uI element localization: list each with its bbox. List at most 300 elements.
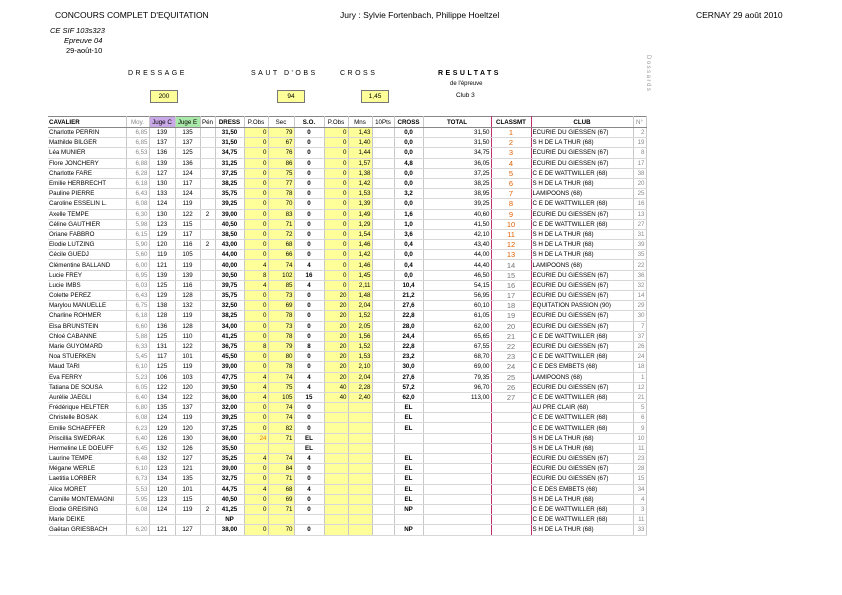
dressage-score: 34,75 [215,148,244,158]
saut-so: 4 [294,382,324,392]
penalites [200,474,215,484]
cross-pobs: 0 [324,189,348,199]
juge-c [149,515,175,525]
cross-mns [348,403,372,413]
cross-10pts [372,525,394,535]
cross-mns [348,484,372,494]
penalites [200,311,215,321]
cross-10pts [372,168,394,178]
dossard-num: 31 [633,229,646,239]
cross-pobs: 40 [324,392,348,402]
cross-mns: 2,04 [348,301,372,311]
rank [491,443,531,453]
moyenne: 6,43 [126,189,149,199]
rider-name: Mégane WERLE [48,464,126,474]
juge-e: 119 [175,199,200,209]
total-score: 96,70 [423,382,491,392]
cross-mns: 1,52 [348,311,372,321]
penalites [200,178,215,188]
dossard-num: 5 [633,403,646,413]
saut-so: 0 [294,362,324,372]
table-row [48,138,646,148]
cross-score: EL [394,413,423,423]
cross-mns: 1,56 [348,331,372,341]
cross-time-box: 1,45 [361,90,389,103]
juge-e: 137 [175,138,200,148]
rider-name: Marylou MANUELLE [48,301,126,311]
rider-name: Céline GAUTHIER [48,219,126,229]
saut-pobs: 4 [244,484,268,494]
saut-so: 0 [294,423,324,433]
total-score: 38,25 [423,178,491,188]
juge-e: 101 [175,352,200,362]
club-name: AU PRE CLAIR (68) [531,403,633,413]
rider-name: Christelle BOSAK [48,413,126,423]
cross-mns: 1,53 [348,189,372,199]
cross-heading: CROSS [340,70,378,77]
table-row [48,515,646,525]
rider-name: Maud TARI [48,362,126,372]
cross-mns [348,423,372,433]
rider-name: Camille MONTEMAGNI [48,494,126,504]
rider-name: Pauline PIERRE [48,189,126,199]
juge-e: 103 [175,372,200,382]
club-name: S H DE LA THUR (68) [531,433,633,443]
saut-so: 0 [294,352,324,362]
club-name: ECURIE DU GIESSEN (67) [531,148,633,158]
jury-label: Jury : Sylvie Fortenbach, Philippe Hoeltzel [340,10,500,20]
total-score: 68,70 [423,352,491,362]
cross-pobs: 0 [324,219,348,229]
dressage-score: 39,00 [215,209,244,219]
col-juge-e: Juge E [175,117,200,128]
col-cross: CROSS [394,117,423,128]
moyenne: 6,75 [126,301,149,311]
rank: 10 [491,219,531,229]
saut-sec: 86 [268,158,294,168]
juge-e: 119 [175,413,200,423]
saut-pobs: 0 [244,331,268,341]
penalites: 2 [200,240,215,250]
juge-c: 126 [149,433,175,443]
col-moy: Moy. [126,117,149,128]
saut-pobs: 0 [244,301,268,311]
saut-sec: 78 [268,362,294,372]
table-row [48,189,646,199]
saut-pobs: 0 [244,219,268,229]
rider-name: Marie DEIKE [48,515,126,525]
saut-pobs: 0 [244,525,268,535]
saut-so: 15 [294,392,324,402]
rank: 22 [491,341,531,351]
moyenne: 6,08 [126,504,149,514]
rank [491,494,531,504]
dossard-num: 11 [633,515,646,525]
juge-e: 116 [175,280,200,290]
rank: 6 [491,178,531,188]
juge-c: 130 [149,209,175,219]
juge-c: 138 [149,301,175,311]
cross-pobs: 0 [324,158,348,168]
cross-pobs: 0 [324,138,348,148]
juge-c: 123 [149,494,175,504]
dossards-label: Dossards [645,55,651,93]
cross-10pts [372,189,394,199]
cross-mns [348,525,372,535]
club-name: C E DE WATTWILLER (68) [531,199,633,209]
rank: 21 [491,331,531,341]
club-name: C E DES EMBETS (68) [531,362,633,372]
juge-c: 123 [149,464,175,474]
dressage-score: 35,50 [215,443,244,453]
cross-mns [348,454,372,464]
saut-pobs: 4 [244,382,268,392]
cross-mns: 1,57 [348,158,372,168]
rider-name: Colette PEREZ [48,291,126,301]
saut-pobs: 4 [244,392,268,402]
juge-e: 119 [175,504,200,514]
juge-c: 134 [149,392,175,402]
dressage-score: 35,75 [215,189,244,199]
club-name: LAMIPOONS (68) [531,372,633,382]
rank: 20 [491,321,531,331]
dossard-num: 39 [633,240,646,250]
saut-sec: 68 [268,484,294,494]
dossard-num: 37 [633,331,646,341]
rank [491,484,531,494]
saut-pobs: 0 [244,352,268,362]
saut-so: 0 [294,504,324,514]
moyenne: 6,05 [126,382,149,392]
cross-pobs: 0 [324,178,348,188]
cross-score: 0,0 [394,168,423,178]
moyenne: 6,20 [126,525,149,535]
club-name: S H DE LA THUR (68) [531,178,633,188]
club-name: ECURIE DU GIESSEN (67) [531,382,633,392]
dossard-num: 28 [633,464,646,474]
saut-pobs: 0 [244,321,268,331]
rider-name: Charline ROHMER [48,311,126,321]
rank: 15 [491,270,531,280]
rank: 14 [491,260,531,270]
dressage-score: 39,25 [215,413,244,423]
juge-c: 134 [149,474,175,484]
total-score: 40,60 [423,209,491,219]
club-name: ECURIE DU GIESSEN (67) [531,128,633,138]
cross-score: 0,4 [394,260,423,270]
table-header [48,117,646,128]
penalites [200,128,215,138]
saut-sec: 71 [268,433,294,443]
rider-name: Charlotte FARE [48,168,126,178]
total-score: 46,50 [423,270,491,280]
club-name: ECURIE DU GIESSEN (67) [531,454,633,464]
saut-pobs: 4 [244,372,268,382]
cross-10pts [372,484,394,494]
saut-so: 4 [294,372,324,382]
col-num: N° [633,117,646,128]
table-row [48,474,646,484]
moyenne: 6,53 [126,148,149,158]
club-name: ECURIE DU GIESSEN (67) [531,321,633,331]
table-row [48,352,646,362]
cross-pobs: 0 [324,270,348,280]
rank: 23 [491,352,531,362]
club-name: S H DE LA THUR (68) [531,494,633,504]
dressage-score: 36,00 [215,433,244,443]
saut-pobs: 4 [244,454,268,464]
cross-mns: 2,11 [348,280,372,290]
saut-sec: 82 [268,423,294,433]
cross-score: 3,2 [394,189,423,199]
cross-score: 22,8 [394,311,423,321]
saut-pobs: 0 [244,504,268,514]
juge-e: 139 [175,270,200,280]
cross-score: 0,0 [394,148,423,158]
moyenne [126,515,149,525]
juge-e: 127 [175,525,200,535]
saut-so: 0 [294,158,324,168]
cross-score: 23,2 [394,352,423,362]
club-name: C E DE WATTWILLER (68) [531,168,633,178]
cross-10pts [372,474,394,484]
col-so: S.O. [294,117,324,128]
club-name: C E DE WATTWILLER (68) [531,219,633,229]
moyenne: 6,85 [126,128,149,138]
juge-c: 139 [149,158,175,168]
cross-pobs: 20 [324,362,348,372]
col-club: CLUB [531,117,633,128]
juge-c: 119 [149,250,175,260]
rank: 17 [491,291,531,301]
cross-10pts [372,280,394,290]
juge-c: 130 [149,178,175,188]
saut-pobs: 0 [244,311,268,321]
penalites [200,331,215,341]
juge-c: 122 [149,382,175,392]
juge-e: 117 [175,229,200,239]
cross-score: EL [394,474,423,484]
cross-10pts [372,341,394,351]
cross-pobs [324,515,348,525]
saut-so: 0 [294,229,324,239]
club-name: S H DE LA THUR (68) [531,443,633,453]
cross-mns [348,413,372,423]
cross-pobs [324,423,348,433]
col-total: TOTAL [423,117,491,128]
cross-score: EL [394,454,423,464]
saut-sec: 85 [268,280,294,290]
rider-name: Elodie GREISING [48,504,126,514]
table-row [48,392,646,402]
cross-pobs: 0 [324,260,348,270]
rider-name: Laurine TEMPE [48,454,126,464]
dossard-num: 14 [633,291,646,301]
moyenne: 6,00 [126,260,149,270]
rider-name: Oriane FABBRO [48,229,126,239]
club-name: LAMIPOONS (68) [531,260,633,270]
moyenne: 6,08 [126,199,149,209]
rank [491,403,531,413]
cross-pobs: 0 [324,148,348,158]
total-score [423,443,491,453]
saut-sec: 69 [268,301,294,311]
total-score: 44,00 [423,250,491,260]
moyenne: 6,08 [126,413,149,423]
rank: 25 [491,372,531,382]
cross-pobs: 20 [324,291,348,301]
moyenne: 6,88 [126,158,149,168]
cross-pobs [324,403,348,413]
col-juge-c: Juge C [149,117,175,128]
dossard-num: 8 [633,148,646,158]
table-row [48,168,646,178]
rank: 19 [491,311,531,321]
moyenne: 6,85 [126,138,149,148]
table-row [48,403,646,413]
total-score [423,494,491,504]
saut-pobs: 0 [244,189,268,199]
saut-pobs: 0 [244,464,268,474]
penalites [200,148,215,158]
rank [491,413,531,423]
dossard-num: 7 [633,321,646,331]
table-row [48,270,646,280]
penalites [200,525,215,535]
saut-so: 0 [294,219,324,229]
juge-c: 125 [149,362,175,372]
penalites [200,484,215,494]
cross-10pts [372,301,394,311]
total-score [423,525,491,535]
penalites [200,189,215,199]
dressage-score: 38,25 [215,311,244,321]
cross-mns [348,464,372,474]
cross-score [394,433,423,443]
saut-so: 0 [294,148,324,158]
saut-pobs: 0 [244,168,268,178]
penalites: 2 [200,504,215,514]
total-score [423,413,491,423]
total-score [423,403,491,413]
total-score: 60,10 [423,301,491,311]
saut-pobs [244,515,268,525]
cross-10pts [372,372,394,382]
dossard-num: 6 [633,413,646,423]
penalites [200,362,215,372]
cross-mns: 1,44 [348,148,372,158]
saut-sec: 73 [268,291,294,301]
dressage-score: 40,50 [215,494,244,504]
penalites [200,229,215,239]
rank: 7 [491,189,531,199]
rider-name: Caroline ESSELIN L. [48,199,126,209]
moyenne: 6,30 [126,209,149,219]
moyenne: 6,33 [126,341,149,351]
cross-mns: 1,29 [348,219,372,229]
cross-mns [348,494,372,504]
saut-so: 4 [294,484,324,494]
juge-e: 132 [175,301,200,311]
dossard-num: 13 [633,209,646,219]
cross-pobs [324,484,348,494]
juge-e: 122 [175,341,200,351]
dossard-num: 20 [633,178,646,188]
rider-name: Axelle TEMPE [48,209,126,219]
cross-mns: 1,45 [348,270,372,280]
moyenne: 6,60 [126,321,149,331]
cross-10pts [372,158,394,168]
rank [491,504,531,514]
cross-10pts [372,515,394,525]
table-row [48,413,646,423]
cross-score: 62,0 [394,392,423,402]
cross-pobs: 0 [324,168,348,178]
cross-score: 3,6 [394,229,423,239]
dossard-num: 15 [633,474,646,484]
saut-so: 0 [294,199,324,209]
table-row [48,454,646,464]
juge-c: 133 [149,189,175,199]
rank [491,423,531,433]
dressage-score: 37,25 [215,168,244,178]
moyenne: 6,18 [126,311,149,321]
total-score [423,474,491,484]
dossard-num: 34 [633,484,646,494]
juge-e: 121 [175,464,200,474]
saut-pobs: 0 [244,413,268,423]
saut-sec: 71 [268,504,294,514]
saut-so: 0 [294,494,324,504]
table-row [48,504,646,514]
cross-10pts [372,392,394,402]
saut-pobs: 0 [244,250,268,260]
rank: 8 [491,199,531,209]
saut-sec: 70 [268,199,294,209]
club-name: ECURIE DU GIESSEN (67) [531,464,633,474]
saut-pobs: 0 [244,128,268,138]
cross-mns: 2,28 [348,382,372,392]
dressage-score: 44,75 [215,484,244,494]
table-row [48,229,646,239]
moyenne: 6,28 [126,168,149,178]
cross-10pts [372,250,394,260]
saut-so: 0 [294,178,324,188]
table-row [48,341,646,351]
saut-so: 0 [294,240,324,250]
cross-pobs: 0 [324,240,348,250]
saut-heading: SAUT D'OBS [251,70,318,77]
cross-10pts [372,433,394,443]
penalites [200,250,215,260]
saut-pobs: 0 [244,240,268,250]
dressage-score: 38,50 [215,229,244,239]
dressage-score: 36,75 [215,341,244,351]
dressage-score: 40,00 [215,260,244,270]
dressage-score: 43,00 [215,240,244,250]
resultats-subtitle: de l'épreuve [450,81,483,87]
juge-c: 129 [149,423,175,433]
saut-sec: 74 [268,454,294,464]
saut-so: 0 [294,138,324,148]
cross-score: 28,0 [394,321,423,331]
rank: 2 [491,138,531,148]
total-score: 38,95 [423,189,491,199]
cross-pobs: 20 [324,372,348,382]
juge-e: 125 [175,148,200,158]
rider-name: Elodie LUTZING [48,240,126,250]
dressage-score: 35,75 [215,291,244,301]
